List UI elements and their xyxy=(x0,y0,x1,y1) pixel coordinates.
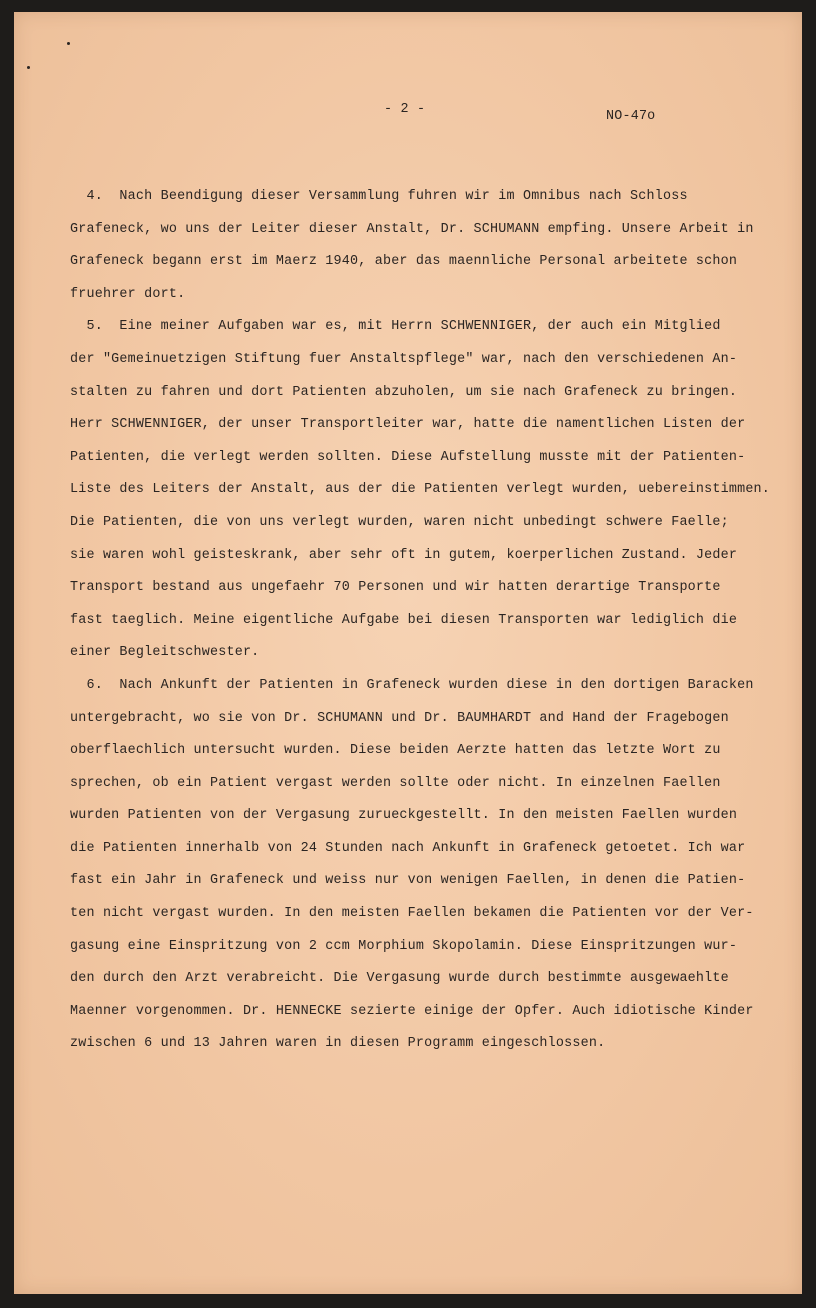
page-number: - 2 - xyxy=(384,102,426,117)
text-line: der "Gemeinuetzigen Stiftung fuer Anstaltspflege" war, nach den verschiedenen An- xyxy=(70,351,738,367)
text-line: 5. Eine meiner Aufgaben war es, mit Herrn SCHWENNIGER, der auch ein Mitglied xyxy=(70,319,721,335)
text-line: fast ein Jahr in Grafeneck und weiss nur von wenigen Faellen, in denen die Patien- xyxy=(70,873,746,889)
text-line: gasung eine Einspritzung von 2 ccm Morphium Skopolamin. Diese Einspritzungen wur- xyxy=(70,938,738,954)
ink-speck xyxy=(67,42,70,45)
paragraph-5 xyxy=(70,311,795,670)
text-line: 4. Nach Beendigung dieser Versammlung fuhren wir im Omnibus nach Schloss xyxy=(70,189,688,204)
text-line: sie waren wohl geisteskrank, aber sehr oft in gutem, koerperlichen Zustand. Jeder xyxy=(70,547,738,563)
text-line: wurden Patienten von der Vergasung zurueckgestellt. In den meisten Faellen wurden xyxy=(70,808,738,824)
text-line: Grafeneck, wo uns der Leiter dieser Anstalt, Dr. SCHUMANN empfing. Unsere Arbeit in xyxy=(70,221,754,237)
text-line: Transport bestand aus ungefaehr 70 Personen und wir hatten derartige Transporte xyxy=(70,580,721,596)
text-line: ten nicht vergast wurden. In den meisten Faellen bekamen die Patienten vor der Ver- xyxy=(70,906,754,922)
text-line: Patienten, die verlegt werden sollten. Diese Aufstellung musste mit der Patienten- xyxy=(70,449,746,465)
text-line: den durch den Arzt verabreicht. Die Vergasung wurde durch bestimmte ausgewaehlte xyxy=(70,971,729,987)
text-line: einer Begleitschwester. xyxy=(70,645,260,661)
text-line: 6. Nach Ankunft der Patienten in Grafeneck wurden diese in den dortigen Baracken xyxy=(70,677,754,693)
text-line: oberflaechlich untersucht wurden. Diese beiden Aerzte hatten das letzte Wort zu xyxy=(70,743,721,759)
text-line: die Patienten innerhalb von 24 Stunden nach Ankunft in Grafeneck getoetet. Ich war xyxy=(70,840,746,856)
document-page xyxy=(14,12,802,1294)
text-line: stalten zu fahren und dort Patienten abzuholen, um sie nach Grafeneck zu bringen. xyxy=(70,384,738,400)
text-line: Grafeneck begann erst im Maerz 1940, aber das maennliche Personal arbeitete schon xyxy=(70,254,738,270)
paragraph-6 xyxy=(70,670,795,1061)
paragraph-4 xyxy=(70,181,795,311)
text-line: untergebracht, wo sie von Dr. SCHUMANN und Dr. BAUMHARDT and Hand der Fragebogen xyxy=(70,710,729,726)
text-line: Herr SCHWENNIGER, der unser Transportleiter war, hatte die namentlichen Listen der xyxy=(70,417,746,433)
document-id: NO-47o xyxy=(606,109,656,124)
text-line: fast taeglich. Meine eigentliche Aufgabe bei diesen Transporten war lediglich die xyxy=(70,612,738,628)
document-body xyxy=(70,181,795,1061)
text-line: Die Patienten, die von uns verlegt wurden, waren nicht unbedingt schwere Faelle; xyxy=(70,514,729,530)
text-line: zwischen 6 und 13 Jahren waren in diesen Programm eingeschlossen. xyxy=(70,1036,606,1052)
text-line: sprechen, ob ein Patient vergast werden sollte oder nicht. In einzelnen Faellen xyxy=(70,775,721,791)
text-line: Liste des Leiters der Anstalt, aus der die Patienten verlegt wurden, uebereinstimmen. xyxy=(70,482,771,498)
ink-speck xyxy=(27,66,30,69)
text-line: Maenner vorgenommen. Dr. HENNECKE sezierte einige der Opfer. Auch idiotische Kinder xyxy=(70,1003,754,1019)
text-line: fruehrer dort. xyxy=(70,286,186,302)
